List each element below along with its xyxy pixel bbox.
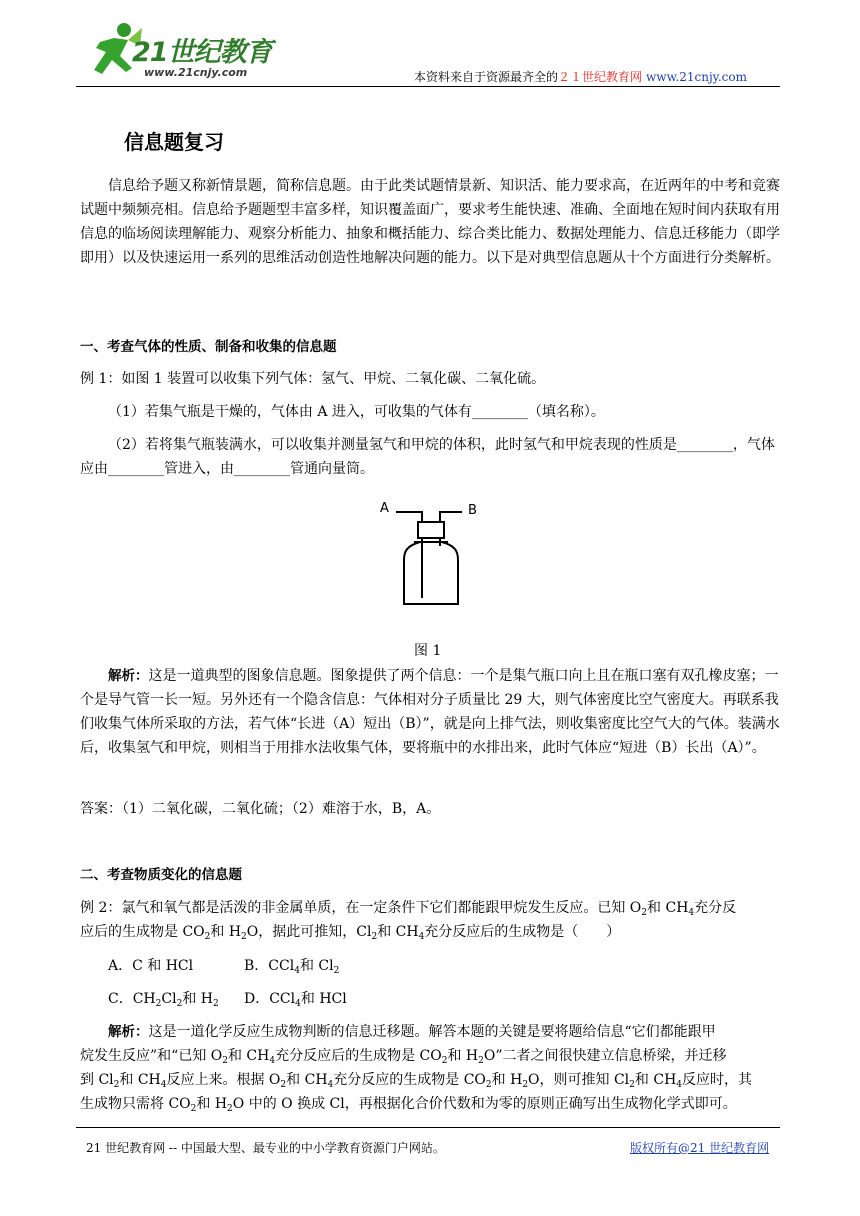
logo — [84, 18, 284, 84]
figure-label-b: B — [468, 503, 477, 518]
answer1: 答案：（1）二氧化碳，二氧化硫；（2）难溶于水，B，A。 — [80, 801, 441, 817]
section1-heading: 一、考查气体的性质、制备和收集的信息题 — [80, 339, 337, 355]
logo-brand: 21世纪教育 — [132, 37, 272, 68]
section2-heading: 二、考查物质变化的信息题 — [80, 867, 242, 883]
footer-left: 21 世纪教育网 -- 中国最大型、最专业的中小学教育资源门户网站。 — [86, 1141, 445, 1155]
notice-url[interactable]: www.21cnjy.com — [646, 70, 747, 84]
example1-text: 例 1：如图 1 装置可以收集下列气体：氢气、甲烷、二氧化碳、二氧化硫。 — [80, 371, 546, 387]
footer-copyright-link[interactable]: 版权所有@21 世纪教育网 — [630, 1141, 770, 1155]
notice-site: ２１世纪教育网 — [558, 70, 643, 84]
option-b: B．CCl$_4$和 $Cl_2$ — [244, 958, 340, 976]
analysis1-text: 这是一道典型的图象信息题。图象提供了两个信息：一个是集气瓶口向上且在瓶口塞有双孔橡皮塞；一个是导气管一长一短。另外还有一个隐含信息：气体相对分子质量比 29 大，则气体密度比空气密度大。再联系我们收集气体所采取的方法，若气体“长进（A）短出（B）”，就是向上排气法，则收集密度比空气大的气体。装满水后，收集氢气和甲烷，则相当于用排水法收集气体，要将瓶中的水排出来，此时气体应“短进（B）长出（A）”。 — [80, 668, 780, 756]
option-c: C．$CH_2Cl_2$和 $H_2$ — [108, 991, 219, 1009]
option-d: D．CCl$_4$和 HCl — [244, 991, 347, 1009]
option-a: A．C 和 HCl — [108, 958, 194, 974]
logo-url: www.21cnjy.com — [144, 66, 248, 79]
analysis1-label: 解析： — [108, 668, 149, 684]
example2-text: 例 2：氯气和氧气都是活泼的非金属单质，在一定条件下它们都能跟甲烷发生反应。已知 $O_2$和 $CH_4$充分反 应后的生成物是 $CO_2$和 $H_2O$，据此可推知，$Cl_2$和 $CH_4$充分反应后的生成物是（ ） — [80, 900, 737, 942]
analysis2-label: 解析： — [108, 1024, 149, 1040]
analysis1 — [80, 664, 780, 760]
figure-label-a: A — [380, 501, 389, 516]
example1-q2: （2）若将集气瓶装满水，可以收集并测量氢气和甲烷的体积，此时氢气和甲烷表现的性质是________，气体应由________管进入，由________管通向量筒。 — [80, 437, 775, 477]
intro-paragraph: 信息给予题又称新情景题，简称信息题。由于此类试题情景新、知识活、能力要求高，在近两年的中考和竞赛试题中频频亮相。信息给予题题型丰富多样，知识覆盖面广，要求考生能快速、准确、全面地在短时间内获取有用信息的临场阅读理解能力、观察分析能力、抽象和概括能力、综合类比能力、数据处理能力、信息迁移能力（即学即用）以及快速运用一系列的思维活动创造性地解决问题的能力。以下是对典型信息题从十个方面进行分类解析。 — [80, 178, 780, 266]
analysis2: 解析：这是一道化学反应生成物判断的信息迁移题。解答本题的关键是要将题给信息“它们都能跟甲 烷发生反应”和“已知 $O_2$和 $CH_4$充分反应后的生成物是 $CO_2$和 $H_2O$”二者之间很快建立信息桥梁，并迁移 到 $Cl_2$和 $CH_4$反应上来。根据 $O_2$和 $CH_4$充分反应的生成物是 $CO_2$和 $H_2O$，则可推知 $Cl_2$和 $CH_4$反应时，其 生成物只需将 $CO_2$和 $H_2O$ 中的 O 换成 Cl，再根据化合价代数和为零的原则正确写出生成物化学式即可。 — [80, 1024, 753, 1114]
header-notice — [414, 68, 747, 85]
page-title: 信息题复习 — [124, 130, 224, 154]
notice-prefix: 本资料来自于资源最齐全的 — [414, 70, 559, 84]
header-rule — [76, 86, 780, 87]
example1-q1: （1）若集气瓶是干燥的，气体由 A 进入，可收集的气体有________（填名称）。 — [108, 404, 605, 420]
figure-1 — [370, 498, 490, 610]
figure-1-caption: 图 1 — [414, 643, 442, 659]
footer-rule — [76, 1127, 780, 1128]
